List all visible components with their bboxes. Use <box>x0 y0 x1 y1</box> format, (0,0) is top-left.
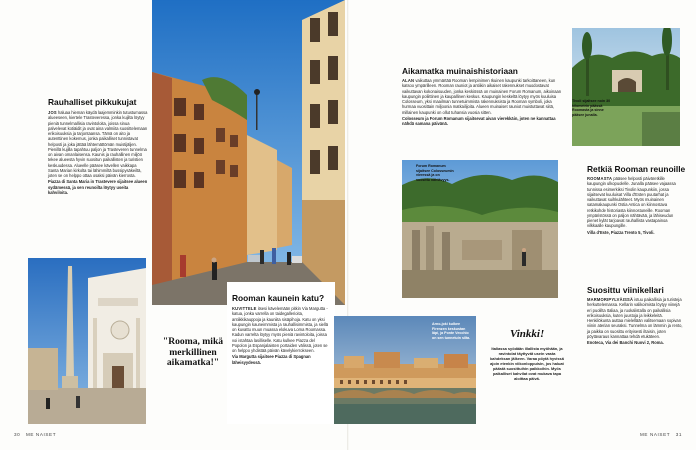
caption-forum: Forum Romanum sijaitsee Colosseumin vieressä ja on suosittu nähtävyys. <box>416 164 454 182</box>
lead-word: JOS <box>48 110 57 115</box>
section-title-viinikellari: Suosittu viinikellari <box>587 285 664 295</box>
section-title-rauhalliset: Rauhalliset pikkukujat <box>48 97 137 107</box>
page-number-left: 30 <box>14 432 21 437</box>
caption-florence: Arno-joki kulkee Firenzen keskustan läpi, ja Ponte Vecchio on sen tunnetuin silta. <box>432 322 471 340</box>
vinkki-body: Italiassa syödään illallista myöhään, ja ravintolat täyttyvät usein vasta kahdeksan jälkeen. Varaa pöytä hyvissä ajoin etenkin viikonloppuisin, jos haluat päästä suosittuihin paikkoihin. Myös paikalliset kahvilat ovat mukava tapa aloittaa päivä. <box>490 346 564 381</box>
lead-word: MARMORIPYLVÄISSÄ <box>587 297 634 302</box>
section-title-retkia: Retkiä Rooman reunoille <box>587 164 686 174</box>
magazine-name-right: ME NAISET <box>640 432 671 437</box>
vinkki-title: Vinkki! <box>510 328 545 340</box>
rome-street-photo <box>152 0 345 305</box>
lead-word: ROOMASTA <box>587 176 613 181</box>
pull-quote: "Rooma, mikä merkillinen aikamatka!" <box>162 336 224 368</box>
church-photo <box>28 258 146 424</box>
section-body-kaunein-katu <box>232 306 330 365</box>
section-title-kaunein-katu: Rooman kaunein katu? <box>232 293 325 303</box>
page-number-right: 31 <box>675 432 683 437</box>
body-note: Villa d'Este, Piazza Trento 5, Tivoli. <box>587 229 655 235</box>
section-body-aikamatka <box>402 78 562 126</box>
footer-left <box>14 432 56 437</box>
body-text: istuu paikallisia ja turisteja herkuttelemassa. Kellarin valikoimista löytyy viinejä eri puolilta Italiaa, ja ruokalistalla on paikallisia erikoisuuksia, kuten juustoja ja leikkeleitä. Henkilökunta auttaa mielellään valitsemaan sopivan viinin aterian seuraksi. Tunnelma on lämmin ja rento, ja paikka on suosittu erityisesti iltaisin, joten pöytävaraus kannattaa tehdä etukäteen. <box>587 297 683 339</box>
section-body-rauhalliset <box>48 110 148 195</box>
magazine-name-left: ME NAISET <box>25 432 57 437</box>
lead-word: KUVITTELE <box>232 306 257 311</box>
body-text: haluaa hieman käydä laajemminkin tutustumassa alueeseen, kiertele Trasteveressa, jonka kujilta löytyy pieniä tunnelmallisia ravintoloita, joissa sinua palvelevat kotiäidit ja ovat aina valmiita suosittelemaan erikoisuuksia ja tarjontaansa. Tämä on aito ja autenttinen kokemus, jonka paikalliset tunnistavat helposti ja joka jättää lähtemättömän muistijäljen. Pienillä kujilla tapahtuu paljon ja Trasteveren tunnelma on aivan omanlaisensa. Kaunis ja rauhallinen miljöö tekee alueesta hyvin suositun paikallisten ja turistien keskuudessa. Alueelle pääsee kävellen vaikkapa Santa Marian kirkolta tai lähimmiltä bussipysäkeiltä, joten se on helppo ottaa osaksi päivän kierrosta. <box>48 110 148 178</box>
body-text: vaikuttaa ymmärtää Rooman lempinimen Ikuinen kaupunki tarkoittaneen, kun katsoo ympärilleen. Rooman rauniot ja antiikin aikaiset rakennukset muodostavat vaikuttavan kokonaisuuden, jonka keskiössä on muinainen Forum Romanum, aikoinaan kaupungin poliittinen ja kaupallinen keskus. Kaupungin keskeltä löytyy myös kuuluisa Colosseum, yksi maailman tunnetuimmista rakennuksista ja Rooman symboli, joka hurmaa vuosittain miljoonia matkailijoita. Alueen muinaiset rauniot muistuttavat siitä, millainen kaupunki on ollut tuhansia vuosia sitten. <box>402 78 562 115</box>
section-title-aikamatka: Aikamatka muinaishistoriaan <box>402 66 518 76</box>
lead-word: ALAN <box>402 78 415 83</box>
section-body-retkia <box>587 176 683 235</box>
body-text: pääsee helposti päiväretkille kaupungin ulkopuolelle. Junalla pääsee vajaassa tunnissa esimerkiksi Tivolin kaupunkiin, jossa sijaitsevat kuuluisat Villa d'Esten puutarhat ja vaikuttavat suihkulähteet. Myös muinainen satamakaupunki Ostia Antica on kiinnostava retkikohde historiasta kiinnostuneille. Rooman ympäristössä on paljon nähtävää, ja lähiseudun pienet kylät tarjoavat rauhallista vastapainoa vilkkaalle kaupungille. <box>587 176 676 229</box>
body-note: Via Margutta sijaitsee Piazza di Spagnan läheisyydessä. <box>232 354 311 365</box>
body-note: Enoteca, Via dei Banchi Nuovi 2, Roma. <box>587 340 664 345</box>
tivoli-photo <box>572 28 680 146</box>
caption-tivoli: Tivoli sijaitsee noin 30 kilometrin päässä Roomasta ja sinne pääsee junalla. <box>572 99 611 117</box>
footer-right <box>640 432 682 437</box>
section-body-viinikellari <box>587 297 683 345</box>
body-note: Piazza di Santa Maria in Trastevere sijaitsee alueen sydämessä, ja sen reunoilta löytyy useita kahviloita. <box>48 179 148 195</box>
body-note: Colosseum ja Forum Romanum sijaitsevat aivan vierekkäin, joten ne kannattaa nähdä samana päivänä. <box>402 115 556 126</box>
body-text: itsesi kävelemään pitkin Via Margutta -katua, jonka varrella on taidegallerioita, antiikkikauppoja ja kauniita sisäpihoja. Katu on yksi kaupungin kauneimmista ja rauhallisimmista, ja siellä on kuvattu muun muassa elokuva Loma Roomassa. Kadun varrelta löytyy myös pieniä ravintoloita, joissa voi istahtaa lasilliselle. Katu kulkee Piazza del Popolon ja Espanjalaisten portaiden välissä, joten se on helppo yhdistää päivän kävelykierrokseen. <box>232 306 329 353</box>
